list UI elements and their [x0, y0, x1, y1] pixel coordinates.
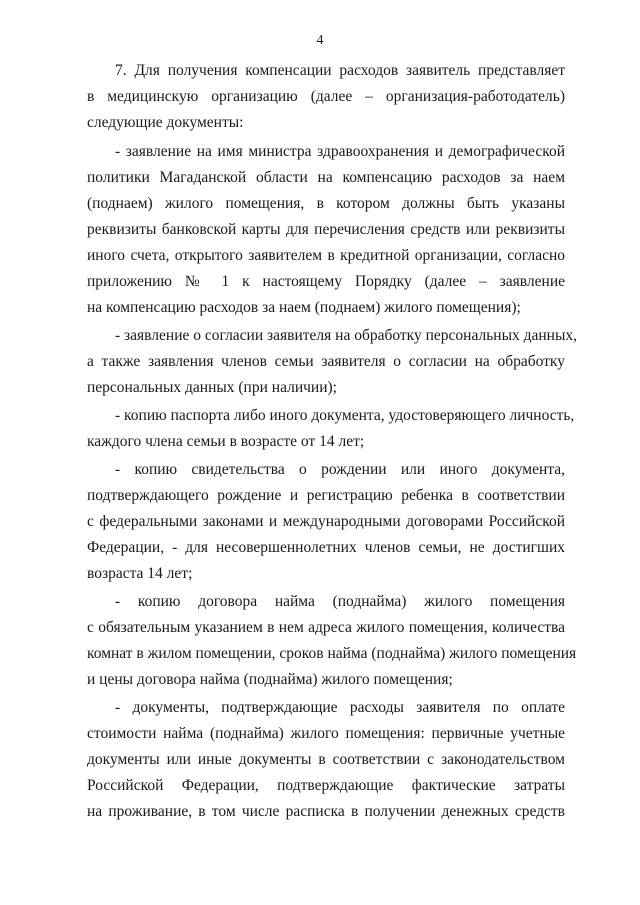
text-line: а также заявления членов семьи заявителя о согласии на обработку [87, 353, 565, 370]
text-line: (поднаем) жилого помещения, в котором должны быть указаны [87, 195, 565, 212]
text-line: - заявление о согласии заявителя на обработку персональных данных, [115, 327, 578, 344]
text-line: каждого члена семьи в возрасте от 14 лет; [87, 433, 365, 450]
text-line: - заявление на имя министра здравоохранения и демографической [115, 143, 565, 160]
text-line: политики Магаданской области на компенсацию расходов за наем [87, 169, 565, 186]
text-line: стоимости найма (поднайма) жилого помещения: первичные учетные [87, 725, 565, 742]
text-line: комнат в жилом помещении, сроков найма (поднайма) жилого помещения [87, 645, 577, 662]
text-line: на проживание, в том числе расписка в получении денежных средств [87, 803, 565, 820]
text-line: реквизиты банковской карты для перечисления средств или реквизиты [87, 221, 565, 238]
text-line: подтверждающего рождение и регистрацию ребенка в соответствии [87, 487, 565, 504]
text-line: Федерации, - для несовершеннолетних членов семьи, не достигших [87, 539, 565, 556]
text-line: и цены договора найма (поднайма) жилого помещения; [87, 671, 453, 688]
text-line: персональных данных (при наличии); [87, 379, 337, 396]
text-line: возраста 14 лет; [87, 565, 193, 582]
text-line: 7. Для получения компенсации расходов заявитель представляет [115, 62, 565, 79]
text-line: иного счета, открытого заявителем в кредитной организации, согласно [87, 247, 565, 264]
text-line: приложению № 1 к настоящему Порядку (далее – заявление [87, 273, 565, 290]
text-line: - копию паспорта либо иного документа, удостоверяющего личность, [115, 407, 575, 424]
text-line: на компенсацию расходов за наем (поднаем) жилого помещения); [87, 299, 521, 316]
text-line: в медицинскую организацию (далее – организация-работодатель) [87, 88, 565, 105]
text-line: - копию свидетельства о рождении или иного документа, [115, 461, 565, 478]
text-line: Российской Федерации, подтверждающие фактические затраты [87, 777, 565, 794]
text-line: документы или иные документы в соответствии с законодательством [87, 751, 565, 768]
text-line: с обязательным указанием в нем адреса жилого помещения, количества [87, 619, 565, 636]
text-line: следующие документы: [87, 114, 244, 131]
page-number: 4 [316, 33, 324, 48]
text-line: - документы, подтверждающие расходы заявителя по оплате [115, 699, 565, 716]
text-line: - копию договора найма (поднайма) жилого помещения [115, 593, 565, 610]
text-line: с федеральными законами и международными договорами Российской [87, 513, 565, 530]
